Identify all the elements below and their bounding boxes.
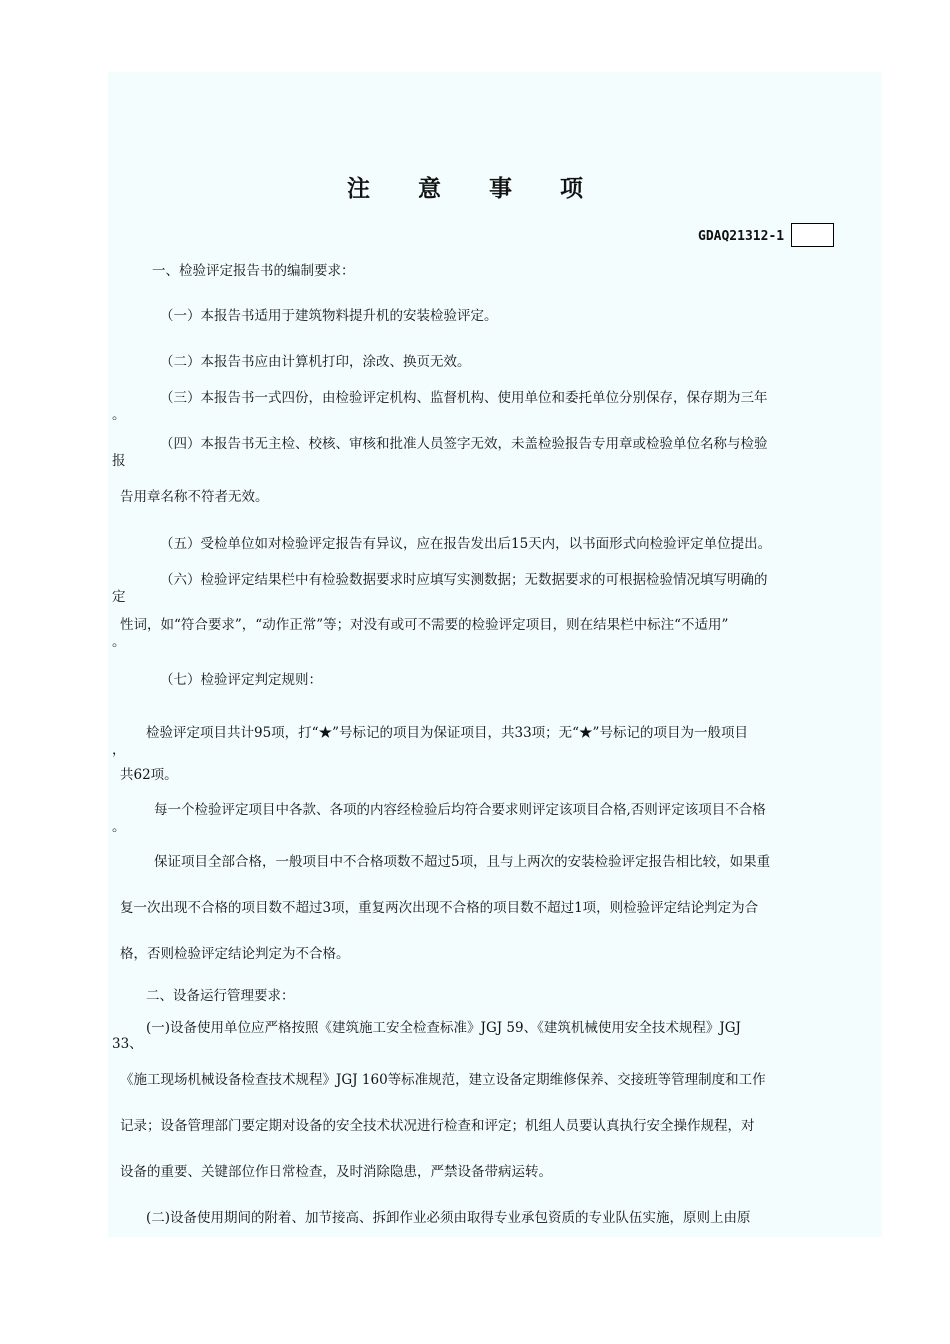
rule-1-7-para-2-wrap: 。 [112, 819, 126, 835]
rule-1-3: （三）本报告书一式四份，由检验评定机构、监督机构、使用单位和委托单位分别保存，保存期为三年 [160, 390, 768, 406]
rule-2-1-cont-3: 设备的重要、关键部位作日常检查，及时消除隐患，严禁设备带病运转。 [120, 1164, 552, 1180]
rule-2-2: (二)设备使用期间的附着、加节接高、拆卸作业必须由取得专业承包资质的专业队伍实施，原则上由原 [146, 1210, 751, 1226]
page-title: 注 意 事 项 [346, 176, 604, 202]
rule-1-7-para-1-wrap: ， [112, 742, 126, 758]
rule-1-1: （一）本报告书适用于建筑物料提升机的安装检验评定。 [160, 308, 498, 324]
section-2-heading: 二、设备运行管理要求： [146, 988, 295, 1004]
rule-1-5: （五）受检单位如对检验评定报告有异议，应在报告发出后15天内，以书面形式向检验评定单位提出。 [160, 536, 772, 552]
rule-1-7-para-3-cont-2: 格，否则检验评定结论判定为不合格。 [120, 946, 350, 962]
rule-2-1-cont-2: 记录；设备管理部门要定期对设备的安全技术状况进行检查和评定；机组人员要认真执行安全操作规程，对 [120, 1118, 755, 1134]
rule-2-1-cont-1: 《施工现场机械设备检查技术规程》JGJ 160等标准规范，建立设备定期维修保养、交接班等管理制度和工作 [120, 1072, 766, 1088]
rule-1-7-para-1: 检验评定项目共计95项，打“★”号标记的项目为保证项目，共33项；无“★”号标记的项目为一般项目 [146, 725, 748, 741]
form-code: GDAQ21312-1 [698, 229, 785, 244]
rule-1-4-wrap: 报 [112, 453, 126, 469]
rule-1-7-para-3: 保证项目全部合格，一般项目中不合格项数不超过5项，且与上两次的安装检验评定报告相比较，如果重 [154, 854, 771, 870]
rule-1-7-para-3-cont-1: 复一次出现不合格的项目数不超过3项，重复两次出现不合格的项目数不超过1项，则检验评定结论判定为合 [120, 900, 759, 916]
rule-2-1-wrap: 33、 [112, 1036, 143, 1052]
rule-1-7-para-1-cont: 共62项。 [120, 767, 178, 783]
rule-1-3-wrap: 。 [112, 407, 126, 423]
rule-1-7-para-2: 每一个检验评定项目中各款、各项的内容经检验后均符合要求则评定该项目合格,否则评定该项目不合格 [154, 802, 766, 818]
rule-1-4: （四）本报告书无主检、校核、审核和批准人员签字无效，未盖检验报告专用章或检验单位名称与检验 [160, 436, 768, 452]
rule-1-4-cont: 告用章名称不符者无效。 [120, 489, 269, 505]
rule-1-6-cont-wrap: 。 [112, 634, 126, 650]
document-page [108, 72, 882, 1237]
form-code-suffix-box [791, 223, 834, 247]
rule-1-6-cont: 性词，如“符合要求”，“动作正常”等；对没有或可不需要的检验评定项目，则在结果栏中标注“不适用” [120, 617, 729, 633]
rule-2-1: (一)设备使用单位应严格按照《建筑施工安全检查标准》JGJ 59、《建筑机械使用安全技术规程》JGJ [146, 1020, 741, 1036]
section-1-heading: 一、检验评定报告书的编制要求： [152, 263, 355, 279]
rule-1-6-wrap: 定 [112, 589, 126, 605]
rule-1-6: （六）检验评定结果栏中有检验数据要求时应填写实测数据；无数据要求的可根据检验情况填写明确的 [160, 572, 768, 588]
rule-1-2: （二）本报告书应由计算机打印，涂改、换页无效。 [160, 354, 471, 370]
rule-1-7: （七）检验评定判定规则： [160, 672, 322, 688]
